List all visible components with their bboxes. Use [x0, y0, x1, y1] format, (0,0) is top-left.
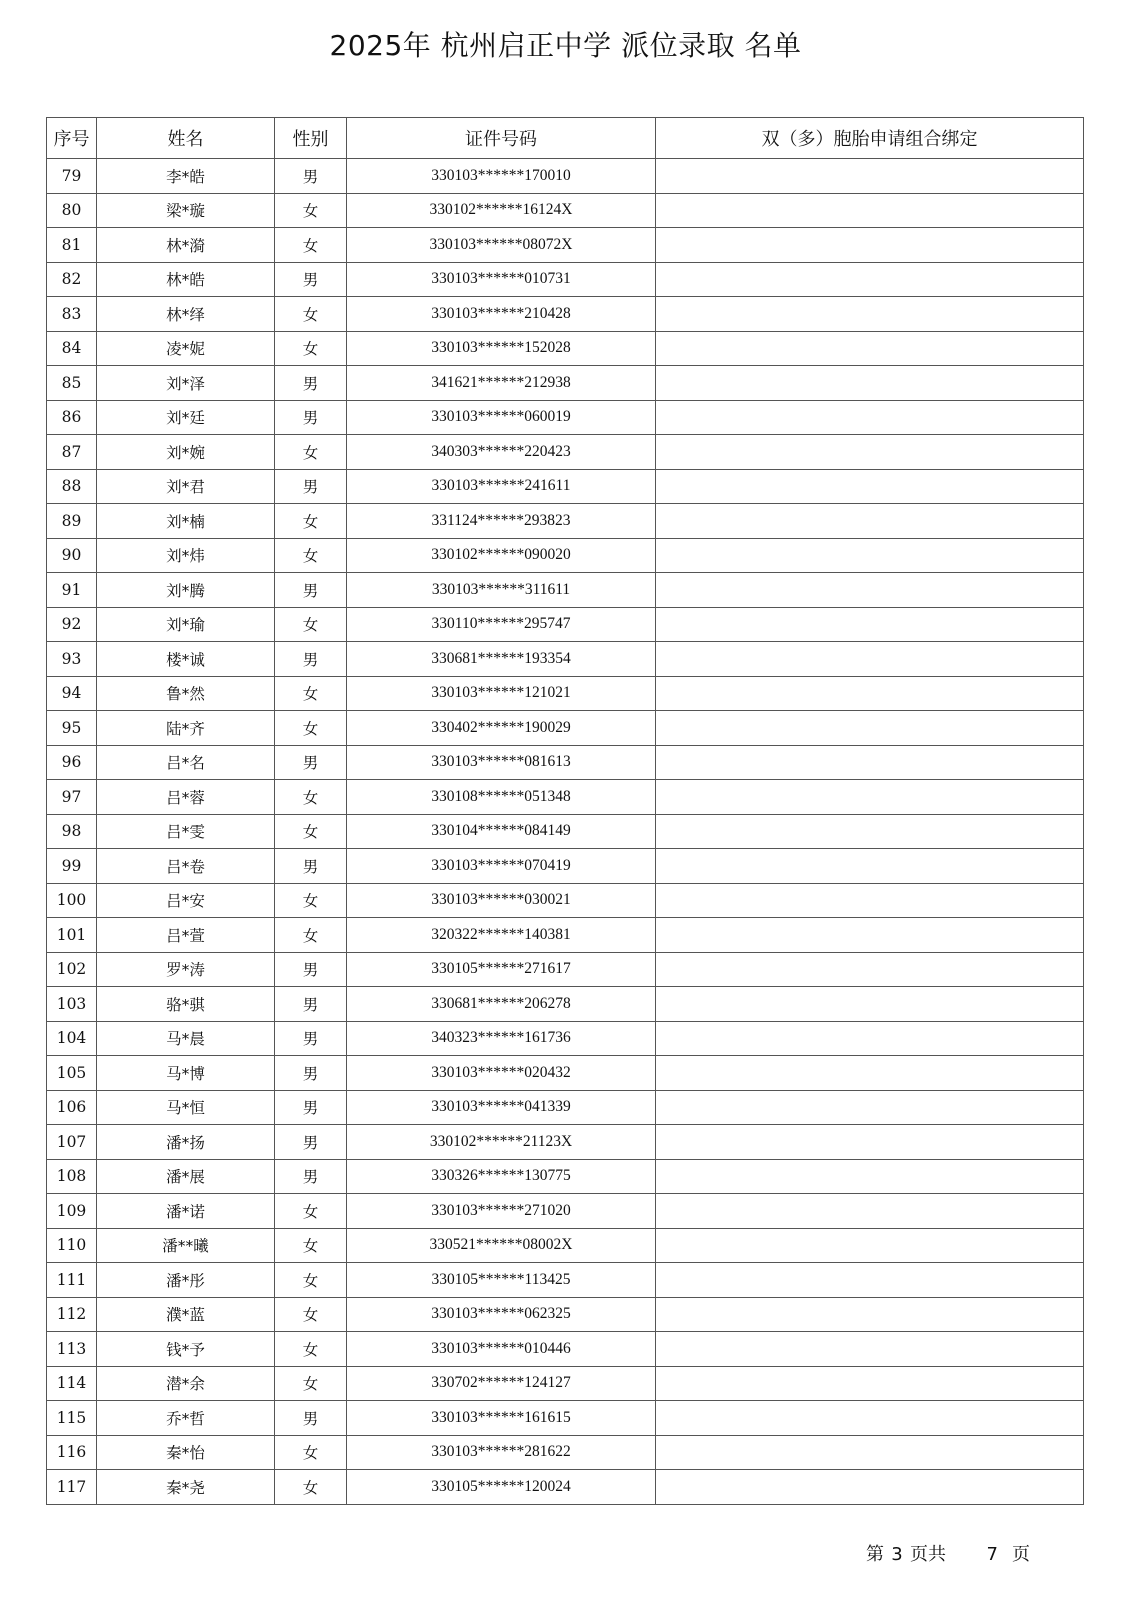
cell-gender: 女	[275, 1297, 347, 1332]
table-row	[47, 1125, 1084, 1160]
cell-id: 330103******121021	[347, 676, 656, 711]
cell-twins	[656, 987, 1084, 1022]
cell-id: 330104******084149	[347, 814, 656, 849]
cell-id: 330108******051348	[347, 780, 656, 815]
cell-id: 330103******161615	[347, 1401, 656, 1436]
cell-name: 吕*卷	[97, 849, 275, 884]
cell-twins	[656, 607, 1084, 642]
cell-name: 秦*怡	[97, 1435, 275, 1470]
cell-gender: 男	[275, 159, 347, 194]
cell-twins	[656, 504, 1084, 539]
cell-name: 吕*安	[97, 883, 275, 918]
table-row	[47, 366, 1084, 401]
cell-name: 刘*炜	[97, 538, 275, 573]
cell-name: 刘*腾	[97, 573, 275, 608]
table-row	[47, 952, 1084, 987]
cell-id: 330103******210428	[347, 297, 656, 332]
cell-name: 罗*涛	[97, 952, 275, 987]
header-gender: 性别	[275, 118, 347, 159]
cell-id: 341621******212938	[347, 366, 656, 401]
table-row	[47, 987, 1084, 1022]
cell-id: 330103******010446	[347, 1332, 656, 1367]
cell-gender: 男	[275, 987, 347, 1022]
cell-name: 吕*蓉	[97, 780, 275, 815]
cell-id: 330521******08002X	[347, 1228, 656, 1263]
cell-seq: 87	[47, 435, 97, 470]
cell-gender: 女	[275, 297, 347, 332]
cell-name: 乔*哲	[97, 1401, 275, 1436]
cell-name: 钱*予	[97, 1332, 275, 1367]
cell-gender: 女	[275, 331, 347, 366]
table-row	[47, 918, 1084, 953]
cell-seq: 103	[47, 987, 97, 1022]
cell-gender: 男	[275, 366, 347, 401]
cell-twins	[656, 297, 1084, 332]
cell-twins	[656, 642, 1084, 677]
cell-name: 潘*扬	[97, 1125, 275, 1160]
cell-twins	[656, 1435, 1084, 1470]
cell-seq: 96	[47, 745, 97, 780]
cell-gender: 女	[275, 780, 347, 815]
cell-name: 刘*泽	[97, 366, 275, 401]
cell-twins	[656, 1159, 1084, 1194]
cell-seq: 113	[47, 1332, 97, 1367]
cell-gender: 男	[275, 400, 347, 435]
cell-gender: 女	[275, 504, 347, 539]
cell-gender: 男	[275, 745, 347, 780]
cell-name: 刘*君	[97, 469, 275, 504]
cell-id: 320322******140381	[347, 918, 656, 953]
cell-id: 330103******281622	[347, 1435, 656, 1470]
cell-name: 刘*瑜	[97, 607, 275, 642]
cell-twins	[656, 711, 1084, 746]
cell-id: 330103******271020	[347, 1194, 656, 1229]
table-header-row	[47, 118, 1084, 159]
table-row	[47, 159, 1084, 194]
cell-gender: 女	[275, 1228, 347, 1263]
table-row	[47, 1297, 1084, 1332]
footer-total-pages: 7	[986, 1544, 998, 1565]
table-row	[47, 1435, 1084, 1470]
cell-seq: 105	[47, 1056, 97, 1091]
cell-name: 鲁*然	[97, 676, 275, 711]
table-row	[47, 814, 1084, 849]
cell-id: 330103******070419	[347, 849, 656, 884]
cell-id: 330103******08072X	[347, 228, 656, 263]
cell-name: 林*漪	[97, 228, 275, 263]
footer-prefix: 第	[866, 1544, 884, 1565]
cell-id: 330402******190029	[347, 711, 656, 746]
footer-current-page: 3	[891, 1544, 903, 1565]
cell-id: 330103******152028	[347, 331, 656, 366]
cell-name: 潘*展	[97, 1159, 275, 1194]
cell-seq: 86	[47, 400, 97, 435]
table-row	[47, 1194, 1084, 1229]
cell-id: 330702******124127	[347, 1366, 656, 1401]
cell-name: 吕*雯	[97, 814, 275, 849]
cell-name: 李*皓	[97, 159, 275, 194]
page-title: 2025年 杭州启正中学 派位录取 名单	[329, 29, 802, 62]
cell-twins	[656, 228, 1084, 263]
cell-twins	[656, 1297, 1084, 1332]
cell-id: 340323******161736	[347, 1021, 656, 1056]
table-row	[47, 504, 1084, 539]
cell-gender: 女	[275, 883, 347, 918]
cell-seq: 92	[47, 607, 97, 642]
page-footer	[866, 1540, 1030, 1566]
table-row	[47, 711, 1084, 746]
cell-twins	[656, 745, 1084, 780]
cell-id: 330103******020432	[347, 1056, 656, 1091]
table-row	[47, 228, 1084, 263]
cell-twins	[656, 883, 1084, 918]
cell-gender: 女	[275, 1366, 347, 1401]
cell-seq: 88	[47, 469, 97, 504]
table-row	[47, 1090, 1084, 1125]
table-row	[47, 538, 1084, 573]
cell-gender: 女	[275, 607, 347, 642]
cell-seq: 100	[47, 883, 97, 918]
cell-twins	[656, 538, 1084, 573]
table-row	[47, 1401, 1084, 1436]
cell-id: 330105******113425	[347, 1263, 656, 1298]
cell-seq: 89	[47, 504, 97, 539]
cell-name: 梁*璇	[97, 193, 275, 228]
cell-gender: 女	[275, 676, 347, 711]
header-twins: 双（多）胞胎申请组合绑定	[656, 118, 1084, 159]
cell-name: 马*恒	[97, 1090, 275, 1125]
cell-id: 330102******090020	[347, 538, 656, 573]
table-row	[47, 400, 1084, 435]
cell-name: 骆*骐	[97, 987, 275, 1022]
cell-id: 330103******010731	[347, 262, 656, 297]
table-row	[47, 1228, 1084, 1263]
cell-name: 刘*楠	[97, 504, 275, 539]
cell-gender: 女	[275, 918, 347, 953]
cell-name: 林*绎	[97, 297, 275, 332]
cell-gender: 女	[275, 435, 347, 470]
cell-seq: 109	[47, 1194, 97, 1229]
table-row	[47, 1332, 1084, 1367]
cell-seq: 98	[47, 814, 97, 849]
table-row	[47, 1159, 1084, 1194]
cell-id: 330103******170010	[347, 159, 656, 194]
cell-seq: 97	[47, 780, 97, 815]
cell-twins	[656, 676, 1084, 711]
table-row	[47, 331, 1084, 366]
cell-seq: 117	[47, 1470, 97, 1505]
table-row	[47, 883, 1084, 918]
cell-gender: 男	[275, 573, 347, 608]
cell-id: 330105******120024	[347, 1470, 656, 1505]
table-row	[47, 262, 1084, 297]
cell-twins	[656, 780, 1084, 815]
table-row	[47, 435, 1084, 470]
table-row	[47, 1263, 1084, 1298]
cell-gender: 男	[275, 1401, 347, 1436]
cell-gender: 男	[275, 1056, 347, 1091]
cell-seq: 104	[47, 1021, 97, 1056]
cell-seq: 85	[47, 366, 97, 401]
cell-twins	[656, 159, 1084, 194]
cell-seq: 115	[47, 1401, 97, 1436]
cell-seq: 93	[47, 642, 97, 677]
cell-seq: 80	[47, 193, 97, 228]
cell-seq: 102	[47, 952, 97, 987]
cell-id: 330105******271617	[347, 952, 656, 987]
cell-twins	[656, 1263, 1084, 1298]
cell-name: 濮*蓝	[97, 1297, 275, 1332]
cell-gender: 男	[275, 849, 347, 884]
cell-id: 340303******220423	[347, 435, 656, 470]
cell-twins	[656, 1366, 1084, 1401]
table-row	[47, 1470, 1084, 1505]
cell-name: 凌*妮	[97, 331, 275, 366]
cell-id: 330103******030021	[347, 883, 656, 918]
table-row	[47, 849, 1084, 884]
cell-gender: 女	[275, 711, 347, 746]
cell-seq: 94	[47, 676, 97, 711]
table-row	[47, 573, 1084, 608]
table-row	[47, 297, 1084, 332]
table-row	[47, 1366, 1084, 1401]
cell-name: 陆*齐	[97, 711, 275, 746]
cell-seq: 106	[47, 1090, 97, 1125]
cell-seq: 81	[47, 228, 97, 263]
cell-name: 刘*婉	[97, 435, 275, 470]
cell-name: 潜*余	[97, 1366, 275, 1401]
cell-name: 吕*名	[97, 745, 275, 780]
cell-twins	[656, 400, 1084, 435]
cell-id: 330326******130775	[347, 1159, 656, 1194]
cell-gender: 女	[275, 1332, 347, 1367]
table-row	[47, 607, 1084, 642]
cell-twins	[656, 1332, 1084, 1367]
table-row	[47, 676, 1084, 711]
cell-gender: 女	[275, 1194, 347, 1229]
cell-gender: 男	[275, 1021, 347, 1056]
cell-twins	[656, 1021, 1084, 1056]
cell-twins	[656, 262, 1084, 297]
cell-id: 330681******193354	[347, 642, 656, 677]
table-row	[47, 780, 1084, 815]
cell-id: 330103******311611	[347, 573, 656, 608]
cell-name: 楼*诚	[97, 642, 275, 677]
table-row	[47, 642, 1084, 677]
cell-twins	[656, 849, 1084, 884]
cell-twins	[656, 1056, 1084, 1091]
cell-id: 330103******060019	[347, 400, 656, 435]
cell-twins	[656, 331, 1084, 366]
cell-gender: 女	[275, 1263, 347, 1298]
cell-id: 330102******21123X	[347, 1125, 656, 1160]
cell-twins	[656, 1401, 1084, 1436]
cell-id: 330103******081613	[347, 745, 656, 780]
header-id: 证件号码	[347, 118, 656, 159]
cell-seq: 79	[47, 159, 97, 194]
cell-twins	[656, 952, 1084, 987]
cell-gender: 女	[275, 538, 347, 573]
cell-id: 330681******206278	[347, 987, 656, 1022]
cell-twins	[656, 1228, 1084, 1263]
cell-twins	[656, 366, 1084, 401]
table-row	[47, 745, 1084, 780]
admission-table	[46, 117, 1084, 1505]
cell-name: 潘*彤	[97, 1263, 275, 1298]
footer-middle: 页共	[910, 1544, 946, 1565]
cell-seq: 90	[47, 538, 97, 573]
cell-gender: 男	[275, 1125, 347, 1160]
cell-seq: 108	[47, 1159, 97, 1194]
cell-id: 330102******16124X	[347, 193, 656, 228]
cell-gender: 男	[275, 952, 347, 987]
cell-name: 刘*廷	[97, 400, 275, 435]
cell-seq: 84	[47, 331, 97, 366]
cell-name: 林*皓	[97, 262, 275, 297]
header-name: 姓名	[97, 118, 275, 159]
cell-gender: 男	[275, 262, 347, 297]
table-row	[47, 193, 1084, 228]
cell-twins	[656, 1470, 1084, 1505]
table-row	[47, 469, 1084, 504]
cell-gender: 女	[275, 814, 347, 849]
cell-twins	[656, 573, 1084, 608]
cell-gender: 男	[275, 1090, 347, 1125]
cell-seq: 91	[47, 573, 97, 608]
cell-seq: 82	[47, 262, 97, 297]
cell-twins	[656, 193, 1084, 228]
table-row	[47, 1056, 1084, 1091]
cell-id: 330103******062325	[347, 1297, 656, 1332]
header-seq: 序号	[47, 118, 97, 159]
cell-name: 吕*萱	[97, 918, 275, 953]
cell-twins	[656, 469, 1084, 504]
cell-seq: 99	[47, 849, 97, 884]
cell-id: 330103******041339	[347, 1090, 656, 1125]
cell-name: 马*晨	[97, 1021, 275, 1056]
cell-gender: 女	[275, 193, 347, 228]
cell-twins	[656, 1194, 1084, 1229]
cell-twins	[656, 435, 1084, 470]
cell-seq: 112	[47, 1297, 97, 1332]
cell-gender: 男	[275, 1159, 347, 1194]
cell-seq: 83	[47, 297, 97, 332]
cell-gender: 男	[275, 642, 347, 677]
cell-name: 马*博	[97, 1056, 275, 1091]
table-row	[47, 1021, 1084, 1056]
cell-seq: 111	[47, 1263, 97, 1298]
cell-id: 330110******295747	[347, 607, 656, 642]
cell-gender: 女	[275, 1435, 347, 1470]
cell-gender: 男	[275, 469, 347, 504]
cell-seq: 110	[47, 1228, 97, 1263]
cell-name: 秦*尧	[97, 1470, 275, 1505]
cell-seq: 107	[47, 1125, 97, 1160]
cell-twins	[656, 1090, 1084, 1125]
cell-twins	[656, 918, 1084, 953]
cell-seq: 114	[47, 1366, 97, 1401]
cell-name: 潘**曦	[97, 1228, 275, 1263]
cell-seq: 95	[47, 711, 97, 746]
cell-gender: 女	[275, 1470, 347, 1505]
cell-twins	[656, 814, 1084, 849]
footer-suffix: 页	[1012, 1544, 1030, 1565]
cell-name: 潘*诺	[97, 1194, 275, 1229]
cell-id: 331124******293823	[347, 504, 656, 539]
cell-id: 330103******241611	[347, 469, 656, 504]
cell-seq: 116	[47, 1435, 97, 1470]
cell-gender: 女	[275, 228, 347, 263]
cell-twins	[656, 1125, 1084, 1160]
cell-seq: 101	[47, 918, 97, 953]
